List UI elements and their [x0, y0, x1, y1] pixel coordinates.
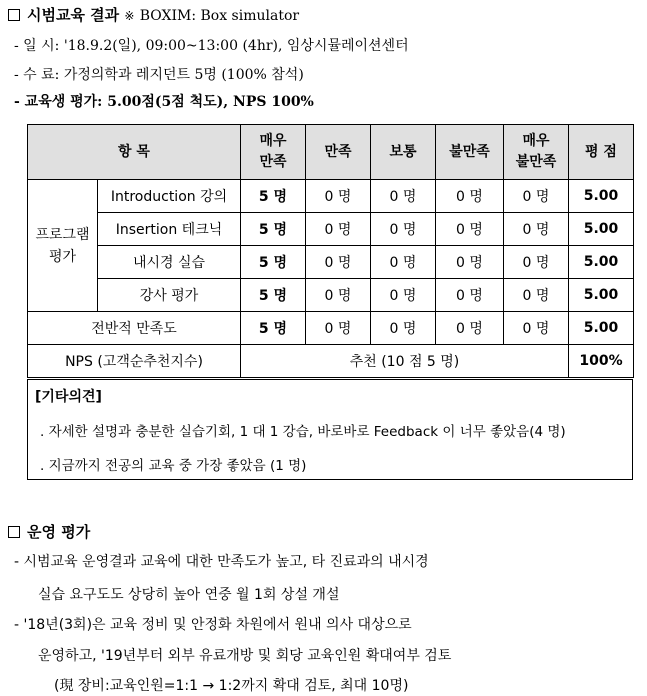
ops-line: - '18년(3회)은 교육 정비 및 안정화 차원에서 원내 의사 대상으로: [14, 617, 412, 633]
overall-label: 전반적 만족도: [28, 312, 241, 345]
datetime-line: - 일 시: '18.9.2(일), 09:00~13:00 (4hr), 임상시뮬레이션센터: [14, 38, 409, 54]
cell-dissatisfied: 0 명: [436, 279, 504, 312]
cell-normal: 0 명: [371, 279, 436, 312]
cell-very-dissatisfied: 0 명: [504, 312, 569, 345]
header-dissatisfied: 불만족: [436, 125, 504, 180]
header-very-dissatisfied: 매우 불만족: [504, 125, 569, 180]
cell-very-satisfied: 5 명: [241, 312, 306, 345]
header-normal: 보통: [371, 125, 436, 180]
comments-title: [기타의견]: [35, 389, 102, 405]
reference-mark-icon: ※: [124, 9, 135, 23]
nps-label: NPS (고객순추천지수): [28, 345, 241, 378]
cell-score: 5.00: [569, 180, 634, 213]
nps-row: [28, 345, 634, 378]
cell-very-satisfied: 5 명: [241, 246, 306, 279]
cell-satisfied: 0 명: [306, 180, 371, 213]
score-summary-line: - 교육생 평가: 5.00점(5점 척도), NPS 100%: [14, 94, 314, 110]
cell-very-dissatisfied: 0 명: [504, 180, 569, 213]
comments-box: [27, 379, 633, 480]
comment-item: . 자세한 설명과 충분한 실습기회, 1 대 1 강습, 바로바로 Feedback 이 너무 좋았음(4 명): [40, 424, 566, 440]
section1-title-subject: BOXIM: Box simulator: [139, 8, 300, 24]
cell-dissatisfied: 0 명: [436, 246, 504, 279]
cell-dissatisfied: 0 명: [436, 312, 504, 345]
cell-very-dissatisfied: 0 명: [504, 279, 569, 312]
cell-normal: 0 명: [371, 312, 436, 345]
evaluation-table: [27, 124, 634, 378]
table-row: [28, 246, 634, 279]
table-row: [28, 213, 634, 246]
cell-normal: 0 명: [371, 213, 436, 246]
table-row: [28, 180, 634, 213]
section1-title: [8, 4, 299, 25]
cell-very-satisfied: 5 명: [241, 213, 306, 246]
cell-normal: 0 명: [371, 180, 436, 213]
cell-satisfied: 0 명: [306, 246, 371, 279]
cell-score: 5.00: [569, 312, 634, 345]
cell-very-satisfied: 5 명: [241, 180, 306, 213]
ops-line: - 시범교육 운영결과 교육에 대한 만족도가 높고, 타 진료과의 내시경: [14, 554, 429, 570]
table-header-row: [28, 125, 634, 180]
overall-row: [28, 312, 634, 345]
attendees-line: - 수 료: 가정의학과 레지던트 5명 (100% 참석): [14, 67, 304, 83]
comment-item: . 지금까지 전공의 교육 중 가장 좋았음 (1 명): [40, 458, 307, 474]
section2-title-text: 운영 평가: [27, 523, 91, 541]
row-label: 내시경 실습: [98, 246, 241, 279]
ops-line: 운영하고, '19년부터 외부 유료개방 및 회당 교육인원 확대여부 검토: [38, 648, 452, 664]
cell-very-satisfied: 5 명: [241, 279, 306, 312]
cell-normal: 0 명: [371, 246, 436, 279]
cell-satisfied: 0 명: [306, 312, 371, 345]
checkbox-bullet-icon: [8, 9, 20, 21]
row-label: 강사 평가: [98, 279, 241, 312]
cell-dissatisfied: 0 명: [436, 213, 504, 246]
ops-line: 실습 요구도도 상당히 높아 연중 월 1회 상설 개설: [38, 587, 340, 603]
cell-score: 5.00: [569, 279, 634, 312]
header-very-satisfied: 매우 만족: [241, 125, 306, 180]
nps-value: 추천 (10 점 5 명): [241, 345, 569, 378]
checkbox-bullet-icon: [8, 526, 20, 538]
cell-very-dissatisfied: 0 명: [504, 213, 569, 246]
header-satisfied: 만족: [306, 125, 371, 180]
ops-line: (現 장비:교육인원=1:1 → 1:2까지 확대 검토, 최대 10명): [54, 678, 409, 694]
program-group-label: 프로그램 평가: [28, 180, 98, 312]
cell-satisfied: 0 명: [306, 279, 371, 312]
cell-dissatisfied: 0 명: [436, 180, 504, 213]
header-score: 평 점: [569, 125, 634, 180]
header-item: 항 목: [28, 125, 241, 180]
cell-very-dissatisfied: 0 명: [504, 246, 569, 279]
nps-score: 100%: [569, 345, 634, 378]
table-row: [28, 279, 634, 312]
cell-score: 5.00: [569, 246, 634, 279]
row-label: Introduction 강의: [98, 180, 241, 213]
section2-title: [8, 521, 90, 542]
section1-title-text: 시범교육 결과: [27, 6, 120, 24]
row-label: Insertion 테크닉: [98, 213, 241, 246]
cell-score: 5.00: [569, 213, 634, 246]
cell-satisfied: 0 명: [306, 213, 371, 246]
